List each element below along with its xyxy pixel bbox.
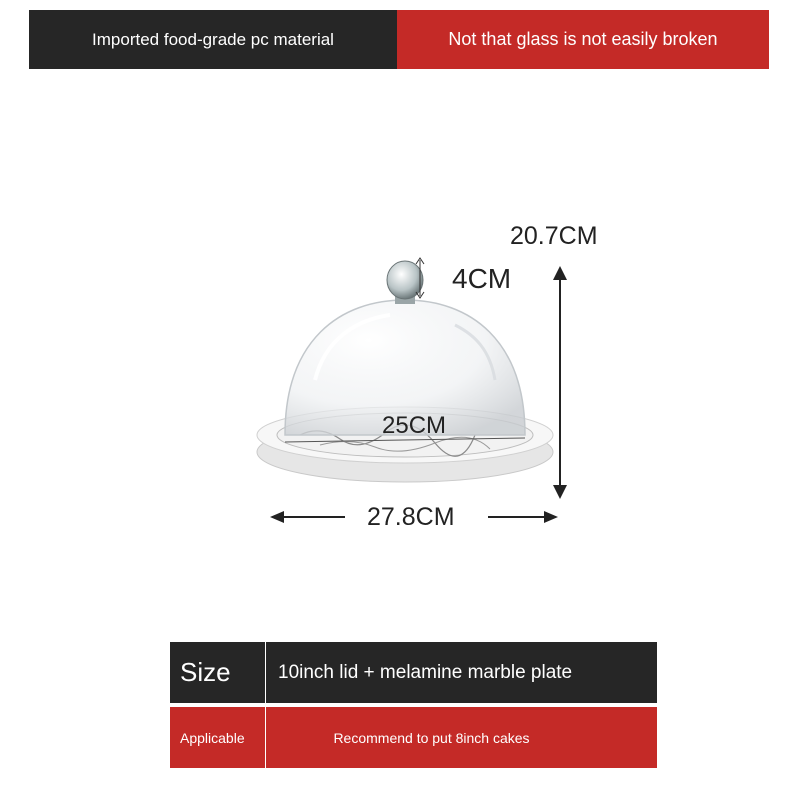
size-value: 10inch lid + melamine marble plate — [278, 661, 573, 683]
total-height-label: 20.7CM — [510, 222, 598, 250]
cake-dome-illustration — [240, 230, 600, 530]
applicable-value: Recommend to put 8inch cakes — [333, 729, 530, 746]
knob-height-label: 4CM — [452, 263, 512, 294]
applicable-row — [170, 707, 657, 768]
material-banner: Imported food-grade pc material — [29, 10, 397, 69]
top-banner — [29, 10, 769, 69]
size-label: Size — [170, 642, 266, 703]
inner-diameter-label: 25CM — [382, 412, 447, 439]
durability-banner: Not that glass is not easily broken — [397, 10, 769, 69]
outer-diameter-label: 27.8CM — [367, 503, 455, 531]
spec-table — [170, 642, 657, 768]
knob — [387, 261, 423, 299]
applicable-label: Applicable — [170, 707, 266, 768]
size-row — [170, 642, 657, 703]
